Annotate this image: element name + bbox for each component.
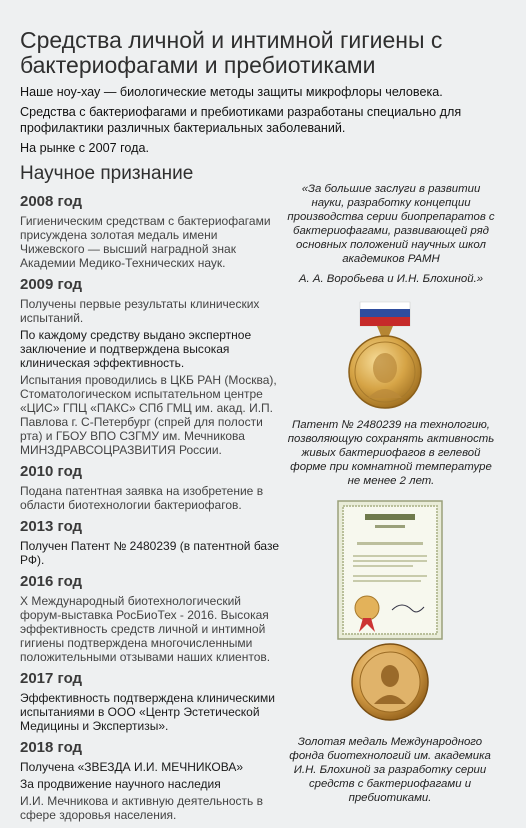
- patent-caption: Патент № 2480239 на технологию, позволяющую сохранять активность живых бактериофагов в гелевой форме при комнатной температуре не менее 2 лет.: [287, 419, 495, 487]
- timeline-year: 2018 год: [20, 739, 83, 756]
- blokhina-medal-icon: [350, 642, 430, 722]
- medal-caption: Золотая медаль Международного фонда биотехнологий им. академика И.Н. Блохиной за разработку серии средств с бактериофагами и пребиотиками.: [289, 736, 491, 804]
- timeline-year: 2017 год: [20, 670, 83, 687]
- timeline-text: Получена «ЗВЕЗДА И.И. МЕЧНИКОВА»: [20, 760, 243, 774]
- timeline-entry: [20, 573, 285, 664]
- intro-line: Средства с бактериофагами и пребиотиками разработаны специально для профилактики различных бактериальных заболеваний.: [20, 105, 462, 135]
- timeline-year: 2009 год: [20, 276, 83, 293]
- patent-certificate-icon: [337, 500, 443, 640]
- timeline-entry: [20, 276, 285, 457]
- quote-author: А. А. Воробьева и И.Н. Блохиной.»: [298, 273, 484, 285]
- timeline-entry: [20, 739, 285, 822]
- timeline-text: Получены первые результаты клинических испытаний.: [20, 297, 260, 325]
- timeline-text: За продвижение научного наследия: [20, 777, 221, 791]
- timeline-text: Гигиеническим средствам с бактериофагами присуждена золотая медаль имени Чижевского — высший наградной знак Академии Медико-Технических наук.: [20, 214, 271, 270]
- timeline-year: 2013 год: [20, 518, 83, 535]
- timeline-text: Получен Патент № 2480239 (в патентной базе РФ).: [20, 539, 279, 567]
- timeline: [20, 193, 285, 828]
- timeline-year: 2010 год: [20, 463, 83, 480]
- timeline-text: X Международный биотехнологический форум-выставка РосБиоТех - 2016. Высокая эффективность средств личной и интимной гигиены подтверждена многочисленными положительными отзывами наших клиентов.: [20, 594, 271, 664]
- timeline-entry: [20, 193, 285, 270]
- intro-line: Наше ноу-хау — биологические методы защиты микрофлоры человека.: [20, 85, 443, 99]
- intro-line: На рынке с 2007 года.: [20, 141, 149, 155]
- section-heading: Научное признание: [20, 163, 194, 184]
- timeline-entry: [20, 463, 285, 512]
- timeline-entry: [20, 670, 285, 733]
- chizhevsky-medal-icon: [330, 300, 440, 412]
- timeline-year: 2008 год: [20, 193, 83, 210]
- timeline-text: Эффективность подтверждена клиническими испытаниями в ООО «Центр Эстетической Медицины и Экспертизы».: [20, 691, 275, 733]
- timeline-text: Испытания проводились в ЦКБ РАН (Москва), Стоматологическом испытательном центре «ЦИС» ГПЦ «ПАКС» СПб ГМЦ им. акад. И.П. Павлова г. С-Петербург (спрей для полости рта) и ГБОУ ВПО СЗГМУ им. Мечникова МИНЗДРАВСОЦРАЗВИТИЯ России.: [20, 373, 277, 457]
- timeline-year: 2016 год: [20, 573, 83, 590]
- timeline-text: По каждому средству выдано экспертное заключение и подтверждена высокая клиническая эффективность.: [20, 328, 252, 370]
- timeline-text: Подана патентная заявка на изобретение в области биотехнологии бактериофагов.: [20, 484, 264, 512]
- page-title: Средства личной и интимной гигиены с бактериофагами и пребиотиками: [20, 27, 443, 78]
- timeline-entry: [20, 518, 285, 567]
- quote-block: [286, 182, 496, 286]
- quote-text: «За большие заслуги в развитии науки, разработку концепции производства серии биопрепаратов с бактериофагами, развивающей ряд основных положений научных школ академиков РАМН: [287, 183, 495, 265]
- timeline-text: И.И. Мечникова и активную деятельность в сфере здоровья населения.: [20, 794, 263, 822]
- intro-block: [20, 84, 515, 160]
